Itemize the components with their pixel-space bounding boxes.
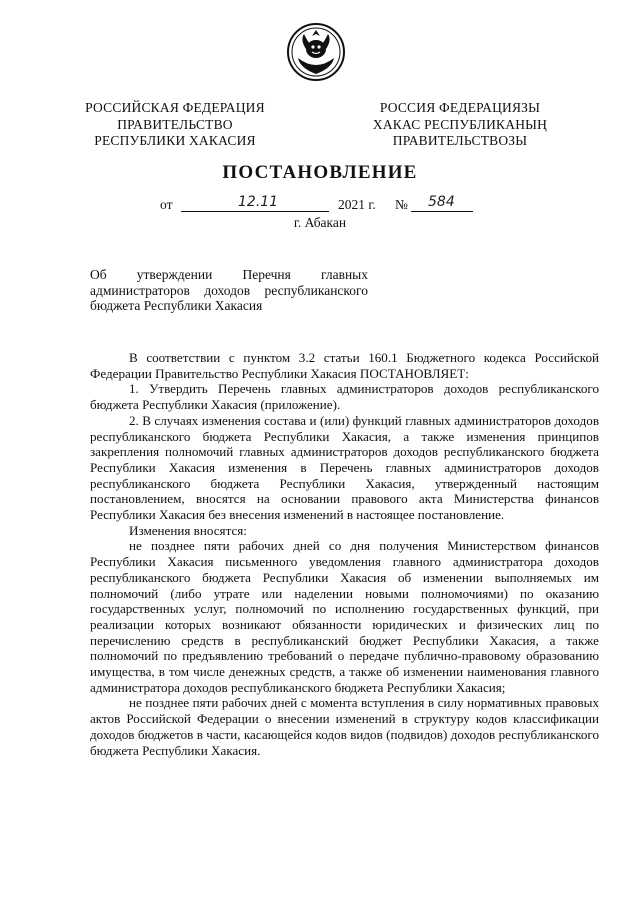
body-paragraph: не позднее пяти рабочих дней с момента вступления в силу нормативных правовых актов Российской Федерации о внесении изменений в структуру кодов классификации доходов бюджетов в части, касающейся кодов видов (подвидов) доходов республиканского бюджета Республики Хакасия. xyxy=(90,695,599,758)
document-body xyxy=(90,350,599,758)
header-line: ПРАВИТЕЛЬСТВО xyxy=(117,116,233,132)
year-label: 2021 г. xyxy=(338,197,376,212)
subject-word: главных xyxy=(320,267,368,282)
subject-first-line xyxy=(90,267,368,283)
header-line: ПРАВИТЕЛЬСТВОЗЫ xyxy=(392,133,528,148)
document-title: ПОСТАНОВЛЕНИЕ xyxy=(222,162,418,183)
date-number-line xyxy=(148,194,478,217)
header-line: РЕСПУБЛИКИ ХАКАСИЯ xyxy=(94,133,256,148)
coat-of-arms-emblem xyxy=(286,22,346,82)
header-line: ХАКАС РЕСПУБЛИКАНЫҢ xyxy=(372,116,548,132)
subject-word: утверждении xyxy=(136,267,213,282)
handwritten-number: 584 xyxy=(428,194,455,210)
number-sign: № xyxy=(395,197,408,212)
date-prefix: от xyxy=(160,197,173,212)
body-paragraph: В соответствии с пунктом 3.2 статьи 160.1 Бюджетного кодекса Российской Федерации Правительство Республики Хакасия ПОСТАНОВЛЯЕТ: xyxy=(90,350,599,381)
city-label: г. Абакан xyxy=(293,215,347,230)
header-line: РОССИЙСКАЯ ФЕДЕРАЦИЯ xyxy=(85,100,265,115)
body-paragraph: Изменения вносятся: xyxy=(129,522,247,538)
header-line: РОССИЯ ФЕДЕРАЦИЯЗЫ xyxy=(379,100,541,115)
body-paragraph: 2. В случаях изменения состава и (или) функций главных администраторов доходов республиканского бюджета Республики Хакасия, а также изменения принципов закрепления полномочий главных администраторов доходов республиканского бюджета Республики Хакасия изменения в Перечень главных администраторов доходов республиканского бюджета Республики Хакасия, утвержденный настоящим постановлением, вносятся на основании правового акта Министерства финансов Республики Хакасия без внесения изменений в настоящее постановление. xyxy=(90,412,599,523)
subject-rest: администраторов доходов республиканского бюджета Республики Хакасия xyxy=(90,282,368,313)
header-khakas xyxy=(355,100,565,150)
subject-word: Об xyxy=(90,267,107,282)
header-russian xyxy=(70,100,280,150)
document-subject xyxy=(90,267,368,314)
subject-word: Перечня xyxy=(242,267,291,282)
handwritten-date: 12.11 xyxy=(238,194,279,210)
body-paragraph: 1. Утвердить Перечень главных администраторов доходов республиканского бюджета Республики Хакасия (приложение). xyxy=(90,381,599,413)
body-paragraph: не позднее пяти рабочих дней со дня получения Министерством финансов Республики Хакасия письменного уведомления главного администратора доходов республиканского бюджета Республики Хакасия об изменении выполняемых им полномочий (либо утрате или наделении новыми полномочиями) по оказанию государственных услуг, полномочий по исполнению государственных функций, при реализации которых возникают обязанности юридических и физических лиц по перечислению средств в республиканский бюджет Республики Хакасия, а также полномочий по предъявлению требований о передаче публично-правовому образованию имущества, в том числе денежных средств, а также об изменении наименования главного администратора доходов республиканского бюджета Республики Хакасия; xyxy=(90,538,599,695)
